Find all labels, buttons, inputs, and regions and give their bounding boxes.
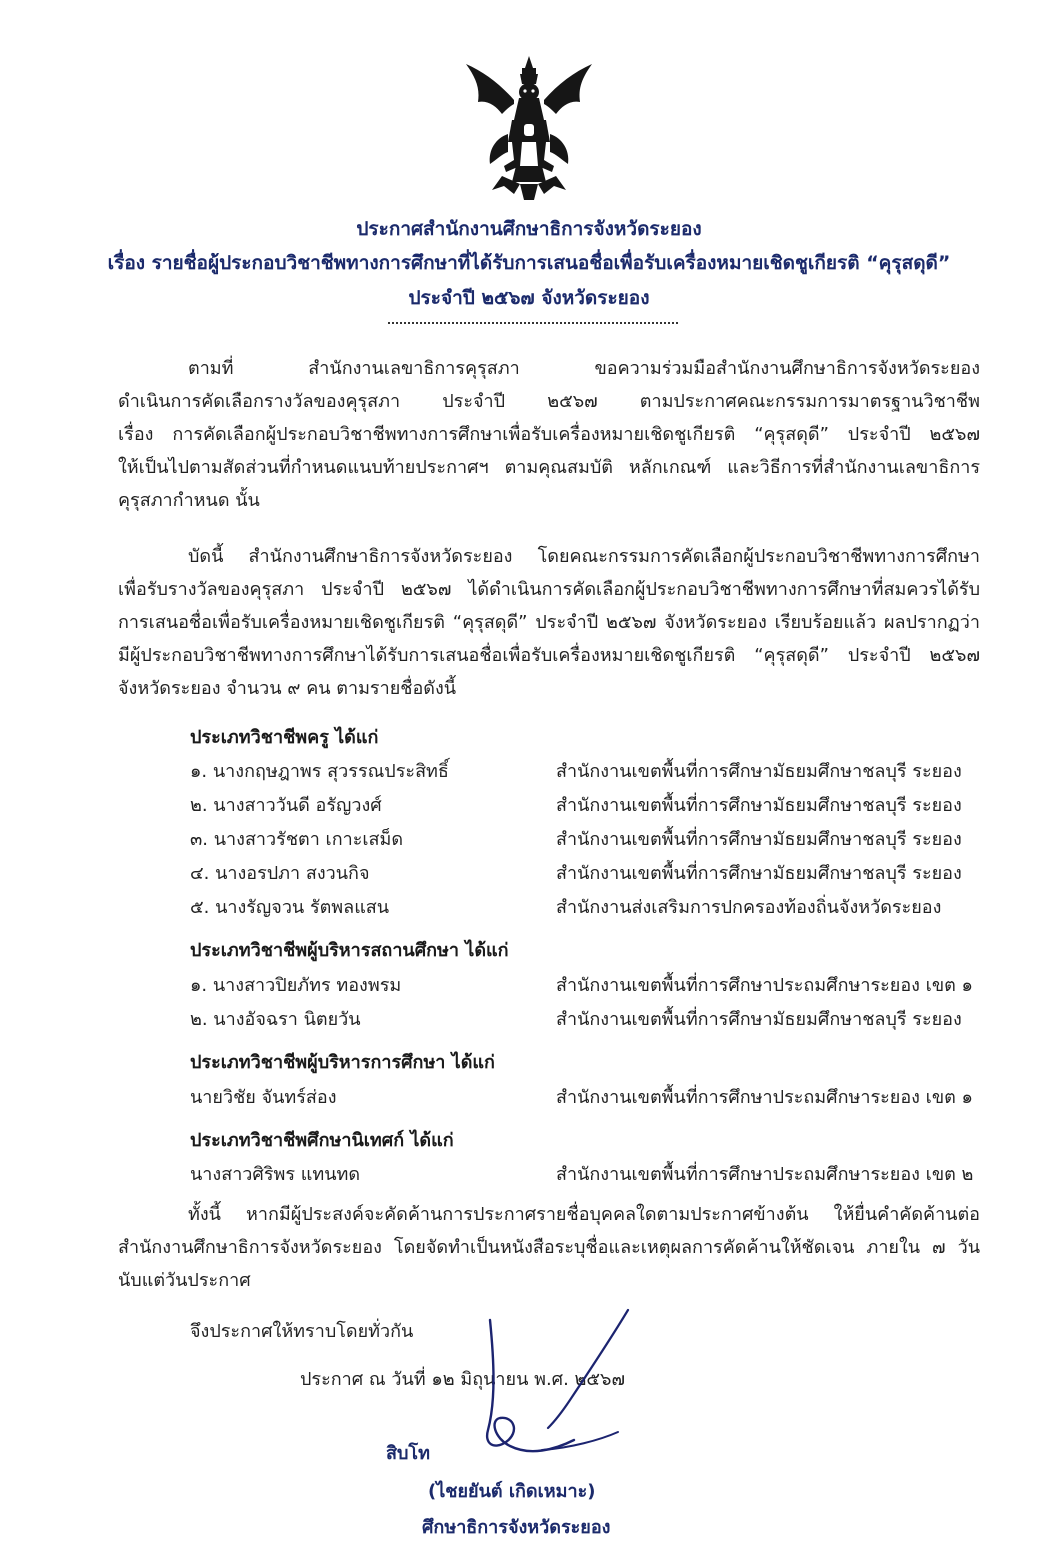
handwritten-signature: [450, 1300, 650, 1490]
paragraph-line: ดำเนินการคัดเลือกรางวัลของคุรุสภา ประจำปี ๒๕๖๗ ตามประกาศคณะกรรมการมาตรฐานวิชาชีพ: [118, 391, 980, 412]
signer-position: ศึกษาธิการจังหวัดระยอง: [422, 1517, 611, 1538]
nominee-org: สำนักงานเขตพื้นที่การศึกษามัธยมศึกษาชลบุรี ระยอง: [556, 863, 962, 884]
paragraph-line: สำนักงานศึกษาธิการจังหวัดระยอง โดยจัดทำเป็นหนังสือระบุชื่อและเหตุผลการคัดค้านให้ชัดเจน ภายใน ๗ วัน: [118, 1237, 980, 1258]
announcement-date: ประกาศ ณ วันที่ ๑๒ มิถุนายน พ.ศ. ๒๕๖๗: [300, 1369, 626, 1390]
dotted-divider: [388, 322, 678, 324]
nominee-name: ๒. นางอัจฉรา นิตยวัน: [190, 1009, 361, 1030]
nominee-org: สำนักงานส่งเสริมการปกครองท้องถิ่นจังหวัดระยอง: [556, 897, 942, 918]
signer-rank: สิบโท: [386, 1443, 430, 1464]
announcement-year: ประจำปี ๒๕๖๗ จังหวัดระยอง: [408, 287, 650, 309]
paragraph-result: [118, 540, 980, 705]
nominee-name: ๑. นางสาวปิยภัทร ทองพรม: [190, 975, 402, 996]
paragraph-line: ให้เป็นไปตามสัดส่วนที่กำหนดแนบท้ายประกาศฯ ตามคุณสมบัติ หลักเกณฑ์ และวิธีการที่สำนักงานเลขาธิการ: [118, 457, 980, 478]
nominee-name: ๒. นางสาววันดี อรัญวงศ์: [190, 795, 382, 816]
nominee-name: ๓. นางสาวรัชตา เกาะเสม็ด: [190, 829, 404, 850]
nominee-name: นางสาวศิริพร แทนทด: [190, 1164, 361, 1185]
paragraph-line: ตามที่ สำนักงานเลขาธิการคุรุสภา ขอความร่วมมือสำนักงานศึกษาธิการจังหวัดระยอง: [188, 358, 980, 379]
paragraph-line: มีผู้ประกอบวิชาชีพทางการศึกษาได้รับการเสนอชื่อเพื่อรับเครื่องหมายเชิดชูเกียรติ “คุรุสดุดี” ประจำปี ๒๕๖๗: [118, 645, 980, 666]
nominee-org: สำนักงานเขตพื้นที่การศึกษามัธยมศึกษาชลบุรี ระยอง: [556, 795, 962, 816]
paragraph-objection: [118, 1198, 980, 1297]
category-edu-admin-title: ประเภทวิชาชีพผู้บริหารการศึกษา ได้แก่: [190, 1052, 495, 1073]
nominee-name: ๑. นางกฤษฎาพร สุวรรณประสิทธิ์: [190, 761, 449, 782]
nominee-org: สำนักงานเขตพื้นที่การศึกษามัธยมศึกษาชลบุรี ระยอง: [556, 829, 962, 850]
nominee-name: ๕. นางรัญจวน รัตพลแสน: [190, 897, 390, 918]
garuda-emblem-icon: [462, 54, 596, 202]
paragraph-line: เพื่อรับรางวัลของคุรุสภา ประจำปี ๒๕๖๗ ได้ดำเนินการคัดเลือกผู้ประกอบวิชาชีพทางการศึกษาที่สมควรได้รับ: [118, 579, 980, 600]
nominee-org: สำนักงานเขตพื้นที่การศึกษาประถมศึกษาระยอง เขต ๑: [556, 1087, 973, 1108]
paragraph-line: การเสนอชื่อเพื่อรับเครื่องหมายเชิดชูเกียรติ “คุรุสดุดี” ประจำปี ๒๕๖๗ จังหวัดระยอง เรียบร้อยแล้ว ผลปรากฏว่า: [118, 612, 980, 633]
paragraph-line: จังหวัดระยอง จำนวน ๙ คน ตามรายชื่อดังนี้: [118, 678, 457, 699]
announcement-subject: เรื่อง รายชื่อผู้ประกอบวิชาชีพทางการศึกษาที่ได้รับการเสนอชื่อเพื่อรับเครื่องหมายเชิดชูเกียรติ “คุรุสดุดี”: [107, 252, 951, 274]
signer-name: (ไชยยันต์ เกิดเหมาะ): [428, 1481, 596, 1502]
nominee-name: นายวิชัย จันทร์ส่อง: [190, 1087, 337, 1108]
paragraph-line: ทั้งนี้ หากมีผู้ประสงค์จะคัดค้านการประกาศรายชื่อบุคคลใดตามประกาศข้างต้น ให้ยื่นคำคัดค้านต่อ: [188, 1204, 980, 1225]
nominee-org: สำนักงานเขตพื้นที่การศึกษามัธยมศึกษาชลบุรี ระยอง: [556, 761, 962, 782]
paragraph-line: เรื่อง การคัดเลือกผู้ประกอบวิชาชีพทางการศึกษาเพื่อรับเครื่องหมายเชิดชูเกียรติ “คุรุสดุดี” ประจำปี ๒๕๖๗: [118, 424, 980, 445]
paragraph-intro: [118, 352, 980, 517]
nominee-org: สำนักงานเขตพื้นที่การศึกษาประถมศึกษาระยอง เขต ๑: [556, 975, 973, 996]
nominee-org: สำนักงานเขตพื้นที่การศึกษามัธยมศึกษาชลบุรี ระยอง: [556, 1009, 962, 1030]
paragraph-line: คุรุสภากำหนด นั้น: [118, 490, 260, 511]
category-teacher-title: ประเภทวิชาชีพครู ได้แก่: [190, 727, 379, 748]
closing-statement: จึงประกาศให้ทราบโดยทั่วกัน: [190, 1321, 414, 1342]
nominee-org: สำนักงานเขตพื้นที่การศึกษาประถมศึกษาระยอง เขต ๒: [556, 1164, 974, 1185]
nominee-name: ๔. นางอรปภา สงวนกิจ: [190, 863, 370, 884]
category-supervisor-title: ประเภทวิชาชีพศึกษานิเทศก์ ได้แก่: [190, 1130, 454, 1151]
announcement-title: ประกาศสำนักงานศึกษาธิการจังหวัดระยอง: [356, 218, 702, 240]
paragraph-line: บัดนี้ สำนักงานศึกษาธิการจังหวัดระยอง โดยคณะกรรมการคัดเลือกผู้ประกอบวิชาชีพทางการศึกษา: [188, 546, 980, 567]
category-school-admin-title: ประเภทวิชาชีพผู้บริหารสถานศึกษา ได้แก่: [190, 940, 509, 961]
paragraph-line: นับแต่วันประกาศ: [118, 1270, 251, 1291]
